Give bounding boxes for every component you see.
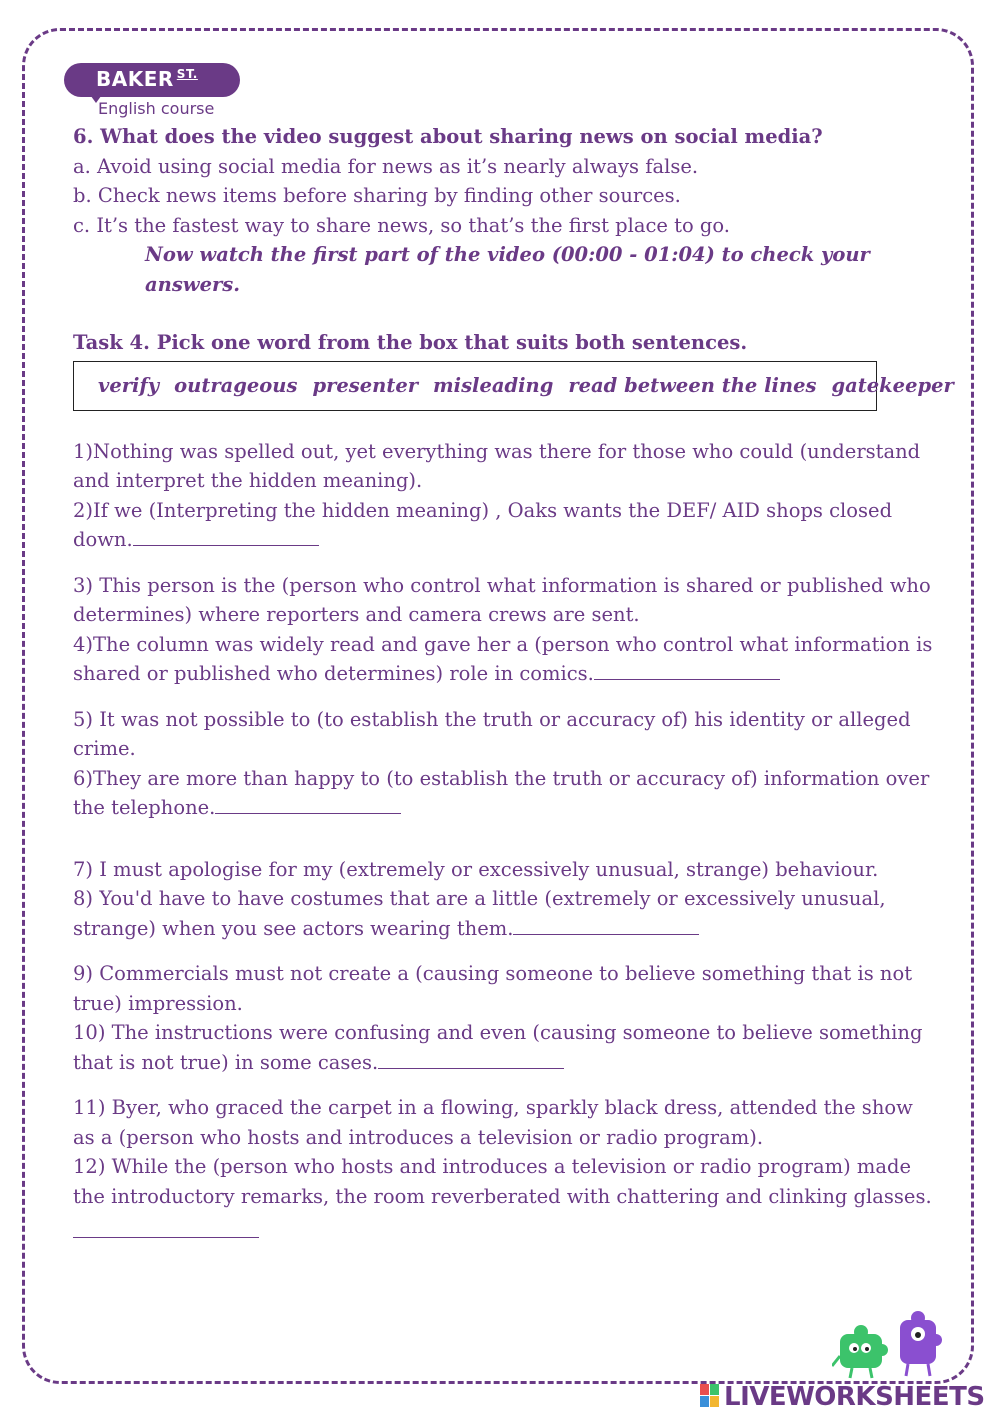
task-title: Task 4. Pick one word from the box that suits both sentences. bbox=[73, 331, 748, 354]
sentence-group-3 bbox=[73, 705, 933, 823]
sentence-10: 10) The instructions were confusing and even (causing someone to believe something that is not true) in some cases. bbox=[73, 1021, 923, 1074]
sentence-9: 9) Commercials must not create a (causing someone to believe something that is not true) impression. bbox=[73, 962, 913, 1015]
question-title: 6. What does the video suggest about sharing news on social media? bbox=[73, 125, 823, 148]
option-c: c. It’s the fastest way to share news, so that’s the first place to go. bbox=[73, 213, 730, 237]
answer-blank-1[interactable] bbox=[133, 544, 319, 546]
answer-blank-3[interactable] bbox=[215, 812, 401, 814]
sentence-list bbox=[73, 437, 933, 1247]
liveworksheets-brand: LIVEWORKSHEETS bbox=[724, 1382, 985, 1412]
option-a: a. Avoid using social media for news as it’s nearly always false. bbox=[73, 154, 699, 178]
sentence-11: 11) Byer, who graced the carpet in a flowing, sparkly black dress, attended the show as a (person who hosts and introduces a television or radio program). bbox=[73, 1096, 913, 1149]
sentence-7: 7) I must apologise for my (extremely or excessively unusual, strange) behaviour. bbox=[73, 857, 879, 881]
sentence-group-4 bbox=[73, 855, 933, 944]
word-read-between-the-lines: read between the lines bbox=[568, 373, 817, 397]
sentence-6: 6)They are more than happy to (to establish the truth or accuracy of) information over the telephone. bbox=[73, 766, 930, 819]
word-outrageous: outrageous bbox=[174, 373, 298, 397]
logo-subtitle: English course bbox=[98, 99, 215, 118]
answer-blank-4[interactable] bbox=[513, 933, 699, 935]
sentence-2-row bbox=[73, 496, 933, 555]
word-presenter: presenter bbox=[312, 373, 419, 397]
sentence-4-row bbox=[73, 630, 933, 689]
sentence-12: 12) While the (person who hosts and introduces a television or radio program) made the introductory remarks, the room reverberated with chattering and clinking glasses. bbox=[73, 1155, 932, 1208]
word-gatekeeper: gatekeeper bbox=[831, 373, 954, 397]
sentence-1: 1)Nothing was spelled out, yet everything was there for those who could (understand and interpret the hidden meaning). bbox=[73, 439, 921, 492]
liveworksheets-logo-icon bbox=[700, 1384, 720, 1408]
baker-st-logo bbox=[64, 60, 244, 120]
sentence-5: 5) It was not possible to (to establish the truth or accuracy of) his identity or alleged crime. bbox=[73, 707, 911, 760]
answer-blank-6[interactable] bbox=[73, 1236, 259, 1238]
video-instruction: Now watch the first part of the video (00:00 - 01:04) to check your answers. bbox=[145, 243, 870, 296]
sentence-group-2 bbox=[73, 571, 933, 689]
worksheet-content bbox=[73, 122, 954, 1263]
sentence-4: 4)The column was widely read and gave her a (person who control what information is shared or published who determines) role in comics. bbox=[73, 632, 933, 685]
sentence-group-6 bbox=[73, 1093, 933, 1247]
sentence-6-row bbox=[73, 764, 933, 823]
sentence-3: 3) This person is the (person who control what information is shared or published who determines) where reporters and camera crews are sent. bbox=[73, 573, 931, 626]
sentence-group-1 bbox=[73, 437, 933, 555]
green-puzzle-mascot-icon bbox=[832, 1325, 888, 1378]
sentence-group-5 bbox=[73, 959, 933, 1077]
answer-blank-5[interactable] bbox=[378, 1067, 564, 1069]
liveworksheets-footer bbox=[700, 1378, 1000, 1413]
sentence-8-row bbox=[73, 884, 933, 943]
sentence-10-row bbox=[73, 1018, 933, 1077]
purple-puzzle-mascot-icon bbox=[900, 1311, 942, 1376]
answer-blank-6-row bbox=[73, 1217, 933, 1247]
logo-title: BAKER $^{ST.}$ bbox=[96, 67, 198, 91]
answer-blank-2[interactable] bbox=[594, 678, 780, 680]
word-misleading: misleading bbox=[433, 373, 554, 397]
word-verify: verify bbox=[98, 373, 160, 397]
word-box bbox=[73, 361, 954, 411]
mascot-illustration bbox=[832, 1310, 972, 1384]
sentence-2: 2)If we (Interpreting the hidden meaning) , Oaks wants the DEF/ AID shops closed down. bbox=[73, 498, 893, 551]
option-b: b. Check news items before sharing by finding other sources. bbox=[73, 184, 681, 207]
sentence-8: 8) You'd have to have costumes that are a little (extremely or excessively unusual, strange) when you see actors wearing them. bbox=[73, 887, 886, 940]
